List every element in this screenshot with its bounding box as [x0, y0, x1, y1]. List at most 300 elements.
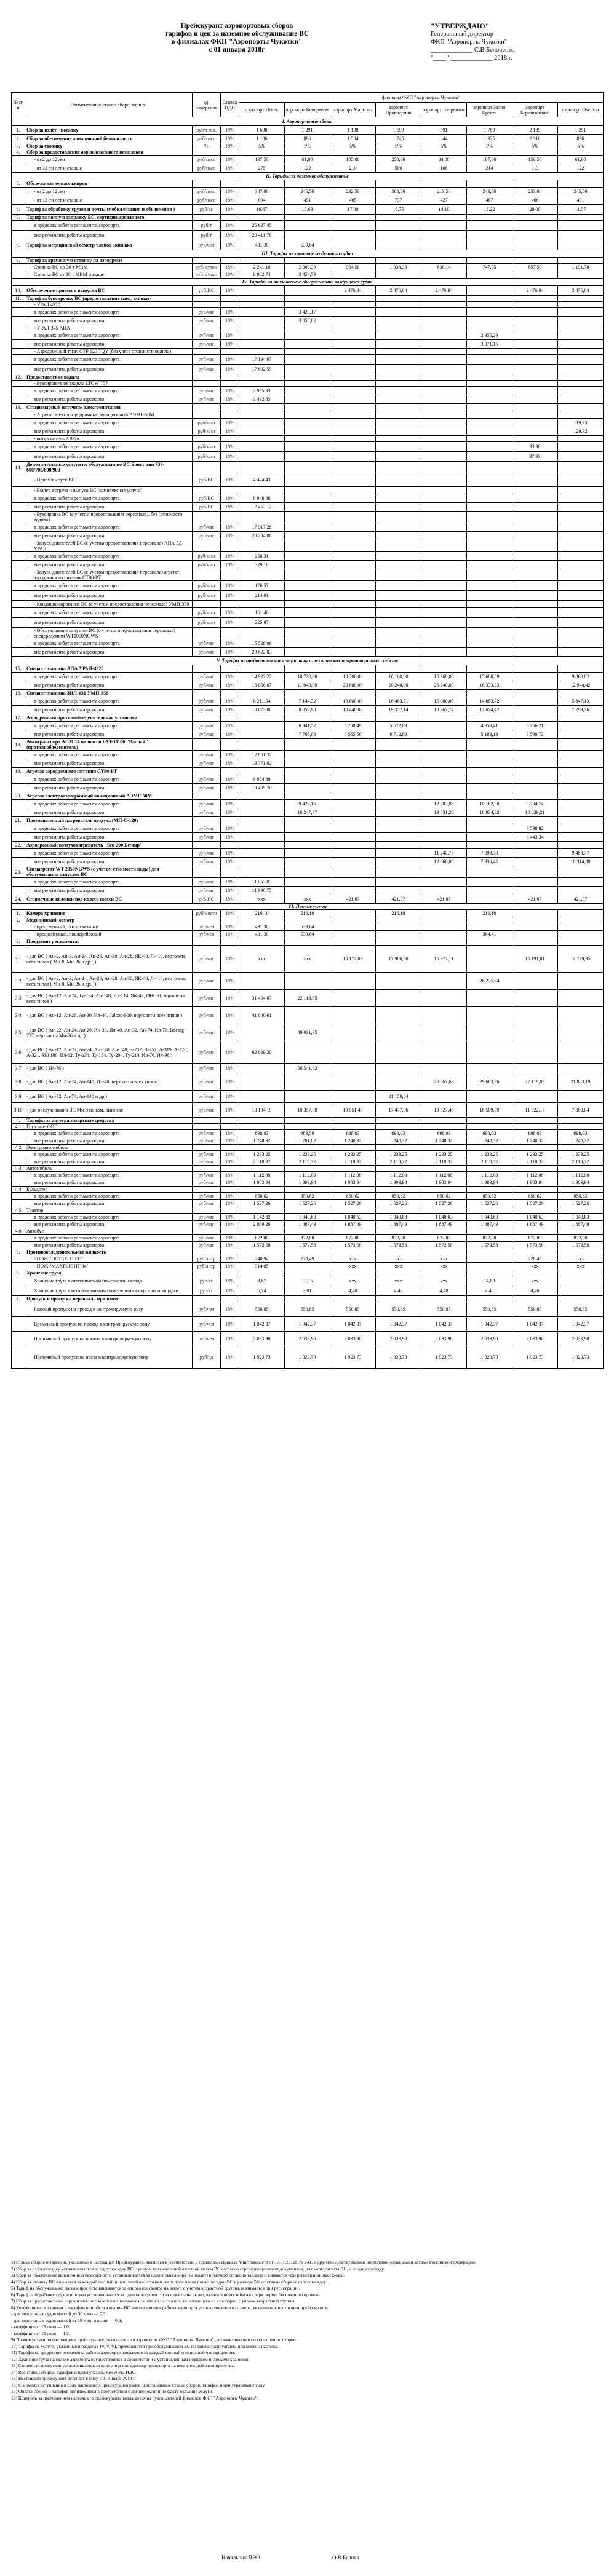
row-value: [421, 540, 467, 552]
row-vat: [221, 628, 239, 639]
row-number: [12, 628, 25, 639]
row-name: в пределах работы регламента аэропорта: [25, 419, 193, 427]
row-value: [467, 349, 512, 355]
row-value: 491: [285, 196, 330, 205]
table-row: [12, 628, 604, 639]
row-value: [285, 858, 330, 866]
row-value: [512, 221, 558, 231]
row-value: 210: [330, 164, 376, 173]
row-value: [285, 395, 330, 404]
row-value: [512, 1207, 558, 1214]
table-row: [12, 317, 604, 325]
row-vat: 18%: [221, 775, 239, 784]
row-name: в пределах работы регламента аэропорта: [25, 387, 193, 395]
row-value: [512, 473, 558, 487]
row-value: 1 233,25: [330, 1151, 376, 1158]
row-number: [12, 751, 25, 759]
row-name: Стояночные колодки под колеса шасси ВС: [25, 895, 193, 904]
row-value: [467, 1249, 512, 1255]
row-unit: руб/мин: [193, 419, 221, 427]
row-value: [285, 887, 330, 895]
row-value: 737: [376, 196, 421, 205]
row-value: [421, 714, 467, 722]
row-vat: [221, 1249, 239, 1255]
row-value: 3,01: [285, 1286, 330, 1296]
table-row: [12, 775, 604, 784]
row-vat: 18%: [221, 706, 239, 714]
row-value: 9 084,80: [239, 775, 285, 784]
row-value: 7 098,70: [467, 849, 512, 858]
row-value: [376, 866, 421, 878]
row-value: [558, 648, 604, 657]
row-unit: руб/час: [193, 759, 221, 768]
row-vat: [221, 1270, 239, 1276]
row-value: [376, 938, 421, 946]
row-value: 1 527,26: [421, 1200, 467, 1207]
row-number: 3.4: [12, 1007, 25, 1024]
row-value: 421,07: [512, 895, 558, 904]
row-value: [512, 296, 558, 302]
row-value: [239, 149, 285, 156]
row-value: [239, 601, 285, 608]
row-value: [330, 639, 376, 648]
row-value: 19 357,14: [376, 706, 421, 714]
footnote: - для воздушных судов массой до 30 тонн — 0,5;: [11, 2311, 107, 2317]
row-value: 1 527,26: [558, 1200, 604, 1207]
table-row: [12, 1249, 604, 1255]
row-value: [512, 317, 558, 325]
row-number: [12, 639, 25, 648]
row-name: Сбор за стоянку: [25, 143, 193, 149]
row-name: - Аэродромный тягач СТР 120 TQY (без учета стоимости водила): [25, 349, 193, 355]
row-value: [558, 340, 604, 349]
row-value: xxx: [239, 946, 285, 973]
row-value: 15,63: [285, 205, 330, 215]
row-value: [285, 973, 330, 990]
row-value: [467, 355, 512, 365]
row-value: 1 573,58: [376, 1242, 421, 1249]
row-value: 2 033,90: [467, 1332, 512, 1346]
row-number: 7.: [12, 215, 25, 221]
row-unit: [193, 1270, 221, 1276]
table-row: [12, 887, 604, 895]
row-value: [558, 231, 604, 240]
row-value: [376, 503, 421, 512]
row-value: 539,64: [285, 240, 330, 250]
table-row: [12, 697, 604, 706]
row-unit: [193, 149, 221, 156]
row-value: 18 440,00: [330, 706, 376, 714]
row-value: [285, 1228, 330, 1235]
row-vat: [221, 714, 239, 722]
row-value: 1 527,26: [512, 1200, 558, 1207]
row-value: 2 033,90: [330, 1332, 376, 1346]
row-value: [421, 639, 467, 648]
row-value: [285, 1091, 330, 1103]
footnote: - для воздушных судов массой от 30 тонн и выше — 0,9;: [11, 2317, 122, 2323]
row-value: 1 040,63: [558, 1214, 604, 1221]
table-row: [12, 673, 604, 681]
row-value: 137,50: [239, 156, 285, 164]
row-value: xxx: [239, 895, 285, 904]
row-value: [421, 973, 467, 990]
row-value: [330, 1118, 376, 1124]
row-value: 11,57: [558, 205, 604, 215]
row-number: 3.: [12, 938, 25, 946]
row-value: 1 325: [467, 135, 512, 143]
row-value: [239, 866, 285, 878]
row-value: [467, 923, 512, 931]
row-value: [558, 910, 604, 917]
row-value: [467, 561, 512, 569]
row-unit: [193, 487, 221, 494]
row-value: 1 248,32: [467, 1137, 512, 1145]
row-value: [421, 739, 467, 751]
row-value: [512, 858, 558, 866]
row-value: 431,30: [239, 931, 285, 938]
row-vat: 18%: [221, 503, 239, 512]
row-value: 698,03: [558, 1130, 604, 1137]
row-value: [421, 1296, 467, 1302]
row-vat: [221, 938, 239, 946]
row-value: 1 042,37: [330, 1317, 376, 1332]
row-value: [512, 775, 558, 784]
row-name: Стационарный источник электропитания: [25, 404, 193, 411]
row-name: Тарифы за автотранспортные средства: [25, 1118, 193, 1124]
row-vat: 18%: [221, 221, 239, 231]
row-name: - от 2 до 12 лет: [25, 188, 193, 196]
table-row: [12, 878, 604, 887]
row-value: 2 089,26: [239, 1221, 285, 1228]
row-value: [467, 240, 512, 250]
table-row: [12, 1041, 604, 1064]
row-value: [285, 215, 330, 221]
row-number: [12, 523, 25, 532]
row-value: 698,03: [239, 1130, 285, 1137]
row-number: [12, 1200, 25, 1207]
row-value: [421, 411, 467, 419]
row-number: [12, 340, 25, 349]
row-value: [330, 824, 376, 833]
table-row: [12, 1235, 604, 1242]
row-vat: 18%: [221, 833, 239, 842]
row-value: 4,40: [376, 1286, 421, 1296]
row-value: [512, 681, 558, 690]
row-value: [239, 938, 285, 946]
row-vat: 18%: [221, 946, 239, 973]
row-number: [12, 196, 25, 205]
row-value: [239, 442, 285, 452]
row-value: [421, 842, 467, 849]
row-value: [421, 473, 467, 487]
row-vat: 18%: [221, 887, 239, 895]
row-vat: [221, 436, 239, 442]
row-value: [558, 240, 604, 250]
row-value: [467, 639, 512, 648]
row-unit: руб/мин: [193, 618, 221, 628]
row-value: [512, 591, 558, 601]
row-vat: 18%: [221, 365, 239, 374]
row-value: 1 112,08: [512, 1172, 558, 1179]
table-row: [12, 917, 604, 923]
row-value: [330, 665, 376, 673]
row-value: [330, 1064, 376, 1073]
row-value: [421, 317, 467, 325]
row-vat: 18%: [221, 473, 239, 487]
row-vat: [221, 1145, 239, 1151]
row-value: [330, 540, 376, 552]
row-number: [12, 931, 25, 938]
row-value: [285, 381, 330, 387]
row-value: [512, 419, 558, 427]
row-value: [330, 442, 376, 452]
row-value: [330, 1041, 376, 1064]
row-value: 539,64: [285, 923, 330, 931]
row-value: 16 160,00: [376, 673, 421, 681]
row-value: [558, 503, 604, 512]
row-unit: руб/час: [193, 751, 221, 759]
row-value: [376, 628, 421, 639]
row-value: [285, 648, 330, 657]
row-value: [239, 411, 285, 419]
row-number: 3.7: [12, 1064, 25, 1073]
table-row: [12, 340, 604, 349]
row-value: [467, 494, 512, 503]
row-value: 539,64: [285, 931, 330, 938]
row-vat: 18%: [221, 395, 239, 404]
row-value: [330, 552, 376, 561]
row-value: 3 423,17: [285, 308, 330, 317]
approval-position: Генеральный директор: [431, 31, 493, 38]
row-value: 1 923,73: [285, 1346, 330, 1369]
row-value: [330, 887, 376, 895]
row-value: [512, 751, 558, 759]
table-row: [12, 1064, 604, 1073]
row-value: [330, 404, 376, 411]
row-unit: руб/час: [193, 1172, 221, 1179]
row-value: 7 860,04: [558, 1103, 604, 1118]
row-value: [467, 149, 512, 156]
row-value: 2 241,10: [239, 264, 285, 271]
row-number: 23.: [12, 866, 25, 878]
row-value: [467, 601, 512, 608]
row-value: 129,32: [558, 427, 604, 436]
row-value: [421, 419, 467, 427]
row-value: 8 443,34: [512, 833, 558, 842]
row-value: [285, 1270, 330, 1276]
row-value: [467, 1187, 512, 1193]
footnote: 11) Тарифы на продление регламента работы аэропорта взимаются за каждый полный и неполный час продления.: [11, 2350, 236, 2355]
row-value: [512, 523, 558, 532]
footnote: 9) Прочие услуги по настоящему прейскуранту, оказываемые в аэропортах ФКП "Аэропорты Чукотки", устанавливаются по соглашению сторон.: [11, 2337, 297, 2342]
table-row: [12, 126, 604, 135]
row-value: [421, 149, 467, 156]
row-unit: руб/час: [193, 1235, 221, 1242]
row-value: [376, 381, 421, 387]
row-value: [285, 258, 330, 264]
row-value: [512, 1024, 558, 1041]
row-unit: руб/час: [193, 887, 221, 895]
row-vat: 18%: [221, 1041, 239, 1064]
row-value: [421, 722, 467, 730]
row-value: 105,00: [330, 156, 376, 164]
row-value: [376, 739, 421, 751]
row-value: [512, 878, 558, 887]
row-unit: [193, 349, 221, 355]
row-value: 487: [467, 196, 512, 205]
document-title: Прейскурант аэропортовых сборов: [180, 22, 293, 30]
row-value: [376, 180, 421, 188]
row-name: в пределах работы регламента аэропорта: [25, 722, 193, 730]
row-value: [376, 817, 421, 824]
row-value: [558, 512, 604, 523]
row-vat: 18%: [221, 751, 239, 759]
table-row: [12, 923, 604, 931]
row-value: [467, 842, 512, 849]
row-vat: 18%: [221, 240, 239, 250]
section-title: VI. Прочие услуги: [12, 904, 604, 910]
header-airport: аэропорт Певек: [239, 103, 285, 117]
row-value: [376, 462, 421, 473]
table-row: [12, 258, 604, 264]
row-number: 3.6: [12, 1041, 25, 1064]
row-value: 991: [421, 126, 467, 135]
row-value: [558, 917, 604, 923]
row-value: [421, 866, 467, 878]
row-value: [421, 917, 467, 923]
row-value: [558, 1270, 604, 1276]
row-value: 9 488,77: [558, 849, 604, 858]
row-vat: 18%: [221, 1103, 239, 1118]
row-value: [376, 308, 421, 317]
row-value: 12 944,42: [558, 681, 604, 690]
row-value: [421, 910, 467, 917]
row-value: [285, 938, 330, 946]
row-value: [239, 792, 285, 800]
row-number: [12, 784, 25, 792]
row-value: [376, 639, 421, 648]
row-value: [558, 387, 604, 395]
row-value: xxx: [376, 1263, 421, 1270]
row-value: [330, 1073, 376, 1091]
row-value: 1 233,25: [285, 1151, 330, 1158]
table-row: [12, 990, 604, 1007]
row-value: [421, 1064, 467, 1073]
row-name: Аэродромный воздухонагреватель "Sen 200 Ье/ннр": [25, 842, 193, 849]
row-name: - выпрямитель АВ-2и: [25, 436, 193, 442]
row-value: [239, 462, 285, 473]
row-vat: 18%: [221, 419, 239, 427]
row-value: [285, 462, 330, 473]
row-value: 550,85: [376, 1302, 421, 1317]
row-unit: руб/мин: [193, 591, 221, 601]
row-value: [558, 1064, 604, 1073]
footnote: 2) Сбор за взлет-посадку устанавливается за одну посадку ВС с учетом максимальной взлетной массы ВС согласно сертификационным документам, для эксплуатанта ВС, и за одну посадку.: [11, 2266, 385, 2272]
row-number: [12, 923, 25, 931]
row-value: [376, 331, 421, 340]
row-unit: [193, 325, 221, 331]
row-vat: 18%: [221, 188, 239, 196]
row-vat: 18%: [221, 1179, 239, 1187]
row-value: [285, 473, 330, 487]
row-name: Спецавтомашина ЗИЛ-131 УМП-350: [25, 690, 193, 697]
row-unit: руб/час: [193, 824, 221, 833]
row-number: [12, 427, 25, 436]
row-name: вне регламента работы аэропорта: [25, 452, 193, 462]
row-vat: [221, 792, 239, 800]
row-value: 2 118,32: [512, 1158, 558, 1166]
row-name: Стоянка ВС от 30 т МВМ и выше: [25, 271, 193, 279]
row-number: [12, 1286, 25, 1296]
row-value: [512, 887, 558, 895]
row-value: [558, 842, 604, 849]
row-unit: руб/час: [193, 973, 221, 990]
table-row: [12, 601, 604, 608]
row-value: [512, 648, 558, 657]
row-unit: руб/час: [193, 673, 221, 681]
section-title: I. Аэропортовые сборы: [12, 117, 604, 126]
row-unit: руб/час: [193, 878, 221, 887]
row-value: [330, 240, 376, 250]
row-value: [239, 1073, 285, 1091]
row-value: [239, 215, 285, 221]
row-value: [376, 561, 421, 569]
row-unit: [193, 381, 221, 387]
row-value: [421, 1124, 467, 1130]
row-number: [12, 800, 25, 808]
row-unit: руб/час: [193, 946, 221, 973]
row-value: [285, 286, 330, 296]
row-value: xxx: [330, 1276, 376, 1286]
row-name: в пределах работы регламента аэропорта: [25, 697, 193, 706]
row-name: вне регламента работы аэропорта: [25, 340, 193, 349]
row-value: [376, 800, 421, 808]
row-value: 896: [558, 135, 604, 143]
row-value: 13 800,00: [330, 697, 376, 706]
row-value: [558, 1118, 604, 1124]
row-value: 225,87: [239, 618, 285, 628]
row-value: [376, 395, 421, 404]
row-value: [330, 601, 376, 608]
row-unit: руб/пасс: [193, 188, 221, 196]
header-airport: аэропорт Провидения: [376, 103, 421, 117]
row-value: [330, 1187, 376, 1193]
row-value: [467, 739, 512, 751]
table-row: [12, 784, 604, 792]
row-name: вне регламента работы аэропорта: [25, 858, 193, 866]
row-value: 1 233,25: [239, 1151, 285, 1158]
row-name: в пределах работы регламента аэропорта: [25, 673, 193, 681]
row-value: [376, 1249, 421, 1255]
row-number: [12, 569, 25, 581]
row-name: вне регламента работы аэропорта: [25, 1200, 193, 1207]
footnote: 7) Сбор за предоставление аэровокзального комплекса взимается за одного пассажира, вылетающего из аэропорта, с учетом возрастной группы.: [11, 2298, 296, 2304]
row-name: вне регламента работы аэропорта: [25, 1221, 193, 1228]
row-value: 1 038,36: [376, 264, 421, 271]
row-value: 3 371,15: [467, 340, 512, 349]
row-value: [467, 404, 512, 411]
row-unit: %: [193, 143, 221, 149]
row-value: [285, 552, 330, 561]
row-name: Агрегат электроаэродромный авиационный АЭМГ-50М: [25, 792, 193, 800]
row-value: [239, 1124, 285, 1130]
row-value: [558, 381, 604, 387]
row-value: [421, 792, 467, 800]
row-value: 11 053,03: [239, 878, 285, 887]
row-value: [330, 503, 376, 512]
row-value: [421, 887, 467, 895]
row-value: 314,85: [239, 1263, 285, 1270]
